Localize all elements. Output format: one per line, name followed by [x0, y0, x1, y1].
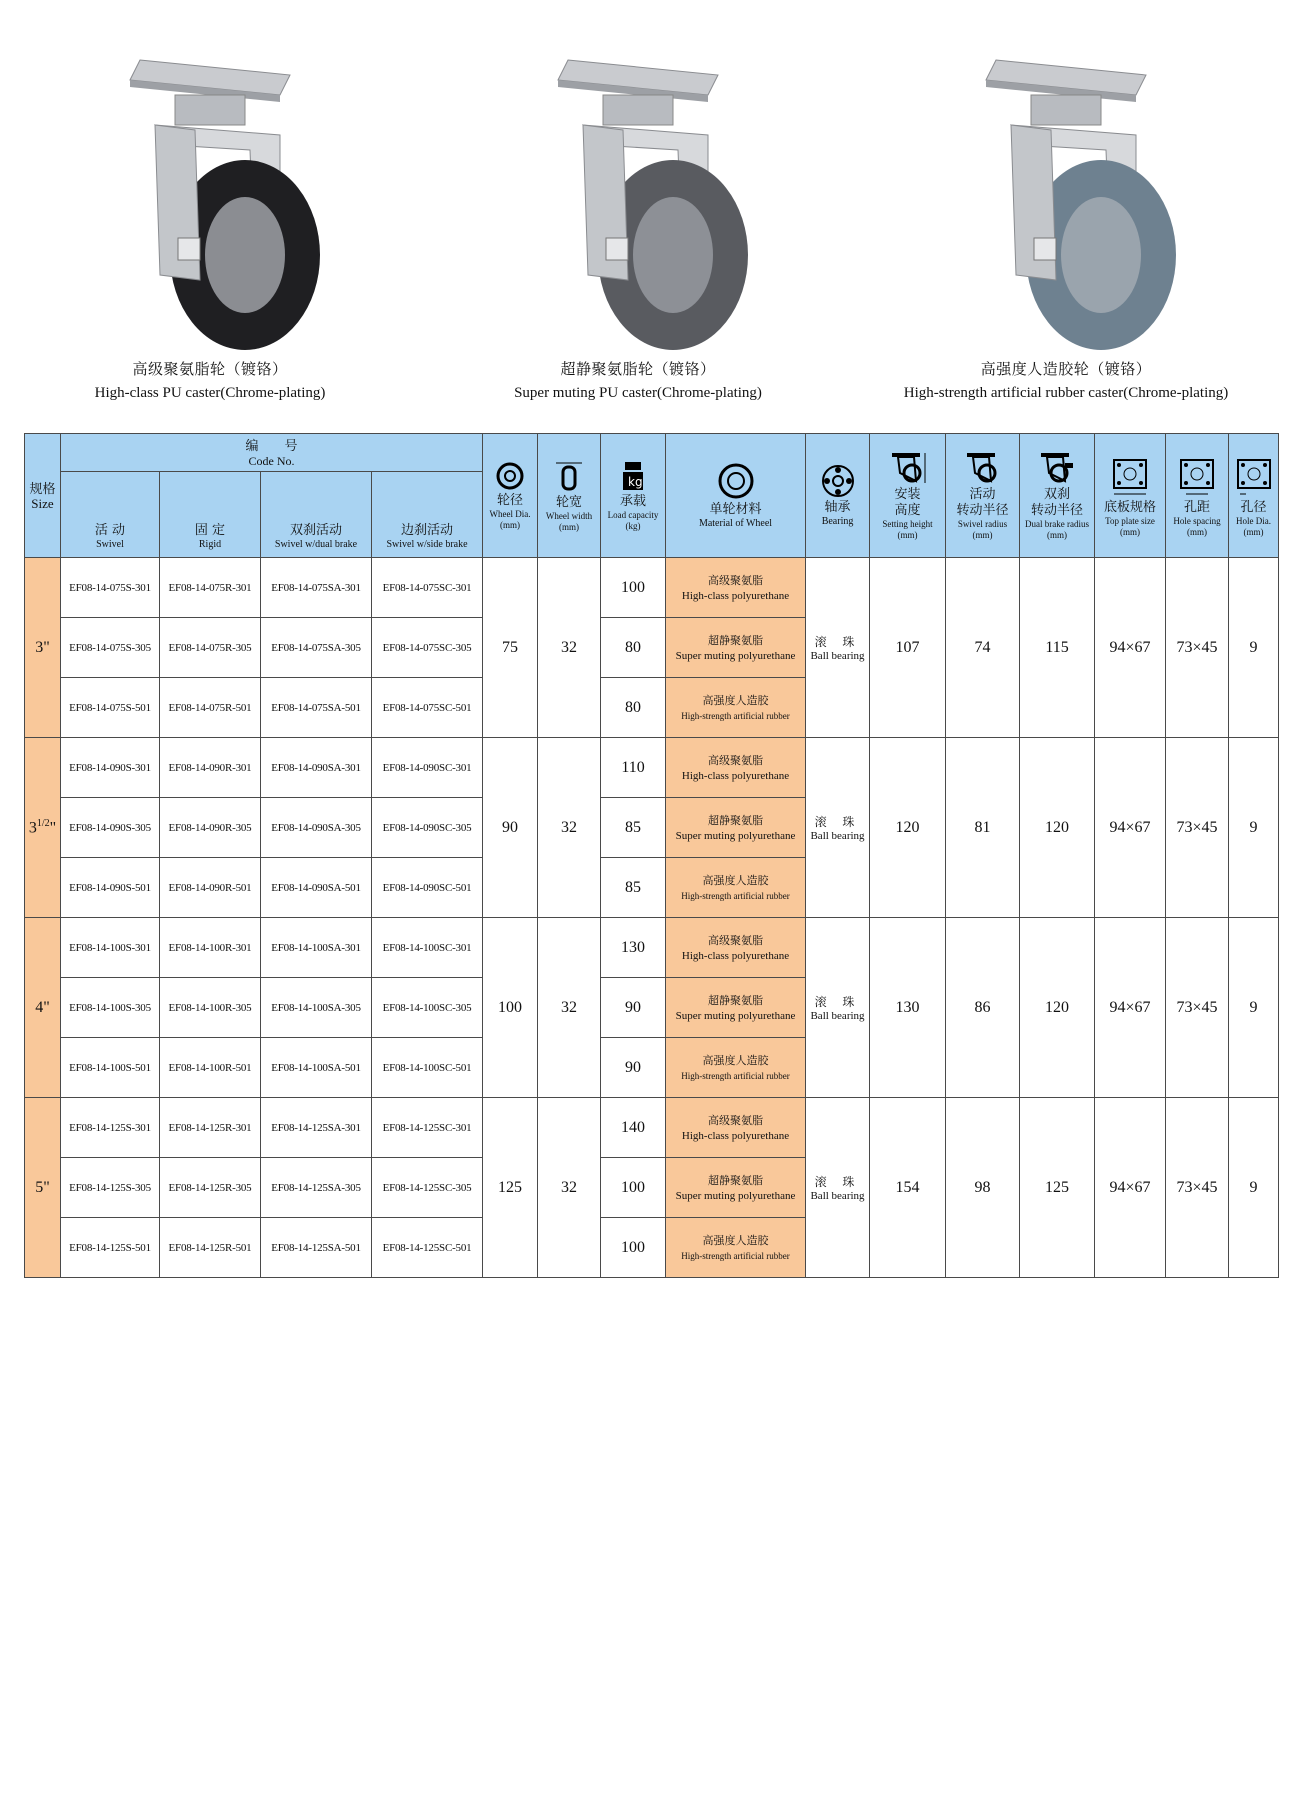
size-header: 规格 Size: [25, 434, 61, 558]
code-rigid: EF08-14-090R-305: [160, 798, 261, 858]
material-header: 单轮材料 Material of Wheel: [666, 434, 806, 558]
bearing-value: 滚 珠 Ball bearing: [806, 1098, 870, 1278]
material-pu: 高级聚氨脂 High-class polyurethane: [666, 558, 806, 618]
swivel-header: 活 动 Swivel: [61, 472, 160, 558]
setting-height-value: 107: [870, 558, 946, 738]
material-pu: 高级聚氨脂 High-class polyurethane: [666, 1098, 806, 1158]
code-rigid: EF08-14-090R-301: [160, 738, 261, 798]
load-value: 85: [601, 858, 666, 918]
bearing-value: 滚 珠 Ball bearing: [806, 558, 870, 738]
code-rigid: EF08-14-125R-301: [160, 1098, 261, 1158]
code-dual: EF08-14-075SA-301: [261, 558, 372, 618]
setting-height-value: 154: [870, 1098, 946, 1278]
product-name-cn: 高强度人造胶轮（镀铬）: [980, 360, 1152, 378]
dual-brake-radius-value: 120: [1020, 738, 1095, 918]
load-value: 100: [601, 1218, 666, 1278]
load-value: 85: [601, 798, 666, 858]
size-cell: 4": [25, 918, 61, 1098]
wheel-width-icon: [552, 459, 586, 493]
code-side: EF08-14-090SC-501: [372, 858, 483, 918]
weight-icon: [617, 460, 649, 492]
code-rigid: EF08-14-100R-305: [160, 978, 261, 1038]
code-side: EF08-14-100SC-501: [372, 1038, 483, 1098]
hole-spacing-value: 73×45: [1166, 1098, 1229, 1278]
code-side: EF08-14-125SC-301: [372, 1098, 483, 1158]
load-value: 100: [601, 1158, 666, 1218]
side-brake-header: 边刹活动 Swivel w/side brake: [372, 472, 483, 558]
code-swivel: EF08-14-125S-305: [61, 1158, 160, 1218]
code-dual: EF08-14-075SA-305: [261, 618, 372, 678]
code-rigid: EF08-14-100R-501: [160, 1038, 261, 1098]
product-gallery: [0, 0, 1300, 420]
material-mute: 超静聚氨脂 Super muting polyurethane: [666, 798, 806, 858]
top-plate-value: 94×67: [1095, 738, 1166, 918]
material-rubber: 高强度人造胶 High-strength artificial rubber: [666, 1218, 806, 1278]
wheel-material-icon: [717, 462, 755, 500]
product-name-cn: 超静聚氨脂轮（镀铬）: [560, 360, 716, 378]
bearing-header: 轴承 Bearing: [806, 434, 870, 558]
code-dual: EF08-14-075SA-501: [261, 678, 372, 738]
code-swivel: EF08-14-075S-501: [61, 678, 160, 738]
table-row: [25, 918, 1279, 978]
dual-brake-radius-header: 双刹 转动半径 Dual brake radius (mm): [1020, 434, 1095, 558]
wheel-dia-value: 90: [483, 738, 538, 918]
material-mute: 超静聚氨脂 Super muting polyurethane: [666, 618, 806, 678]
table-row: [25, 558, 1279, 618]
wheel-dia-icon: [495, 461, 525, 491]
wheel-width-value: 32: [538, 1098, 601, 1278]
hole-dia-value: 9: [1229, 1098, 1279, 1278]
code-side: EF08-14-075SC-501: [372, 678, 483, 738]
hole-spacing-value: 73×45: [1166, 558, 1229, 738]
top-plate-icon: [1108, 454, 1152, 498]
code-side: EF08-14-075SC-301: [372, 558, 483, 618]
hole-dia-value: 9: [1229, 558, 1279, 738]
product-name-en: High-class PU caster(Chrome-plating): [94, 385, 326, 401]
top-plate-header: 底板规格 Top plate size (mm): [1095, 434, 1166, 558]
spec-table: [24, 433, 1279, 1278]
setting-height-value: 130: [870, 918, 946, 1098]
hole-spacing-value: 73×45: [1166, 738, 1229, 918]
wheel-dia-header: 轮径 Wheel Dia. (mm): [483, 434, 538, 558]
spec-body: [25, 558, 1279, 1278]
wheel-width-value: 32: [538, 738, 601, 918]
code-swivel: EF08-14-125S-501: [61, 1218, 160, 1278]
code-swivel: EF08-14-090S-301: [61, 738, 160, 798]
material-rubber: 高强度人造胶 High-strength artificial rubber: [666, 858, 806, 918]
material-rubber: 高强度人造胶 High-strength artificial rubber: [666, 1038, 806, 1098]
code-rigid: EF08-14-090R-501: [160, 858, 261, 918]
product-card-mute: [428, 40, 848, 402]
rigid-header: 固 定 Rigid: [160, 472, 261, 558]
code-swivel: EF08-14-075S-305: [61, 618, 160, 678]
code-swivel: EF08-14-100S-301: [61, 918, 160, 978]
code-side: EF08-14-090SC-301: [372, 738, 483, 798]
code-rigid: EF08-14-075R-301: [160, 558, 261, 618]
code-side: EF08-14-090SC-305: [372, 798, 483, 858]
caster-image: [936, 40, 1196, 350]
code-dual: EF08-14-100SA-305: [261, 978, 372, 1038]
code-swivel: EF08-14-100S-501: [61, 1038, 160, 1098]
code-dual: EF08-14-100SA-301: [261, 918, 372, 978]
code-dual: EF08-14-090SA-501: [261, 858, 372, 918]
product-card-rubber: [856, 40, 1276, 402]
product-card-pu: [0, 40, 420, 402]
svg-text:kg: kg: [628, 474, 643, 489]
top-plate-value: 94×67: [1095, 1098, 1166, 1278]
wheel-dia-value: 125: [483, 1098, 538, 1278]
load-value: 140: [601, 1098, 666, 1158]
wheel-width-value: 32: [538, 558, 601, 738]
top-plate-value: 94×67: [1095, 918, 1166, 1098]
dual-brake-radius-value: 115: [1020, 558, 1095, 738]
hole-spacing-header: 孔距 Hole spacing (mm): [1166, 434, 1229, 558]
swivel-radius-value: 86: [946, 918, 1020, 1098]
setting-height-value: 120: [870, 738, 946, 918]
hole-dia-value: 9: [1229, 918, 1279, 1098]
code-dual: EF08-14-090SA-301: [261, 738, 372, 798]
table-row: [25, 738, 1279, 798]
load-value: 90: [601, 978, 666, 1038]
code-dual: EF08-14-100SA-501: [261, 1038, 372, 1098]
wheel-dia-value: 75: [483, 558, 538, 738]
code-rigid: EF08-14-075R-501: [160, 678, 261, 738]
load-value: 130: [601, 918, 666, 978]
caster-height-icon: [888, 451, 928, 485]
code-side: EF08-14-100SC-305: [372, 978, 483, 1038]
material-mute: 超静聚氨脂 Super muting polyurethane: [666, 1158, 806, 1218]
material-mute: 超静聚氨脂 Super muting polyurethane: [666, 978, 806, 1038]
swivel-radius-value: 81: [946, 738, 1020, 918]
code-swivel: EF08-14-125S-301: [61, 1098, 160, 1158]
size-cell: $3^{1/2}$": [25, 738, 61, 918]
wheel-width-header: 轮宽 Wheel width (mm): [538, 434, 601, 558]
code-swivel: EF08-14-100S-305: [61, 978, 160, 1038]
code-side: EF08-14-125SC-501: [372, 1218, 483, 1278]
bearing-icon: [821, 464, 855, 498]
load-value: 110: [601, 738, 666, 798]
code-side: EF08-14-125SC-305: [372, 1158, 483, 1218]
wheel-width-value: 32: [538, 918, 601, 1098]
wheel-dia-value: 100: [483, 918, 538, 1098]
bearing-value: 滚 珠 Ball bearing: [806, 738, 870, 918]
bearing-value: 滚 珠 Ball bearing: [806, 918, 870, 1098]
load-value: 80: [601, 678, 666, 738]
material-rubber: 高强度人造胶 High-strength artificial rubber: [666, 678, 806, 738]
product-name-en: Super muting PU caster(Chrome-plating): [514, 385, 762, 401]
material-pu: 高级聚氨脂 High-class polyurethane: [666, 738, 806, 798]
table-row: [25, 1098, 1279, 1158]
load-value: 90: [601, 1038, 666, 1098]
code-side: EF08-14-075SC-305: [372, 618, 483, 678]
dual-brake-radius-value: 120: [1020, 918, 1095, 1098]
size-cell: 3": [25, 558, 61, 738]
load-value: 80: [601, 618, 666, 678]
top-plate-value: 94×67: [1095, 558, 1166, 738]
hole-spacing-value: 73×45: [1166, 918, 1229, 1098]
hole-dia-header: 孔径 Hole Dia. (mm): [1229, 434, 1279, 558]
code-rigid: EF08-14-125R-501: [160, 1218, 261, 1278]
dual-brake-radius-value: 125: [1020, 1098, 1095, 1278]
hole-spacing-icon: [1175, 454, 1219, 498]
swivel-radius-value: 74: [946, 558, 1020, 738]
product-name-cn: 高级聚氨脂轮（镀铬）: [132, 360, 288, 378]
dual-brake-header: 双刹活动 Swivel w/dual brake: [261, 472, 372, 558]
setting-height-header: 安装 高度 Setting height (mm): [870, 434, 946, 558]
swivel-radius-value: 98: [946, 1098, 1020, 1278]
code-header: 编 号 Code No.: [61, 434, 483, 472]
code-swivel: EF08-14-075S-301: [61, 558, 160, 618]
hole-dia-value: 9: [1229, 738, 1279, 918]
code-dual: EF08-14-125SA-301: [261, 1098, 372, 1158]
code-rigid: EF08-14-100R-301: [160, 918, 261, 978]
code-rigid: EF08-14-125R-305: [160, 1158, 261, 1218]
swivel-radius-icon: [963, 451, 1003, 485]
load-header: kg 承载 Load capacity (kg): [601, 434, 666, 558]
swivel-radius-header: 活动 转动半径 Swivel radius (mm): [946, 434, 1020, 558]
product-name-en: High-strength artificial rubber caster(Chrome-plating): [903, 385, 1229, 401]
code-side: EF08-14-100SC-301: [372, 918, 483, 978]
code-swivel: EF08-14-090S-305: [61, 798, 160, 858]
caster-image: [80, 40, 340, 350]
hole-dia-icon: [1234, 454, 1274, 498]
caster-image: [508, 40, 768, 350]
brake-radius-icon: [1037, 451, 1077, 485]
code-swivel: EF08-14-090S-501: [61, 858, 160, 918]
load-value: 100: [601, 558, 666, 618]
size-cell: 5": [25, 1098, 61, 1278]
material-pu: 高级聚氨脂 High-class polyurethane: [666, 918, 806, 978]
code-dual: EF08-14-090SA-305: [261, 798, 372, 858]
code-dual: EF08-14-125SA-501: [261, 1218, 372, 1278]
code-rigid: EF08-14-075R-305: [160, 618, 261, 678]
code-dual: EF08-14-125SA-305: [261, 1158, 372, 1218]
